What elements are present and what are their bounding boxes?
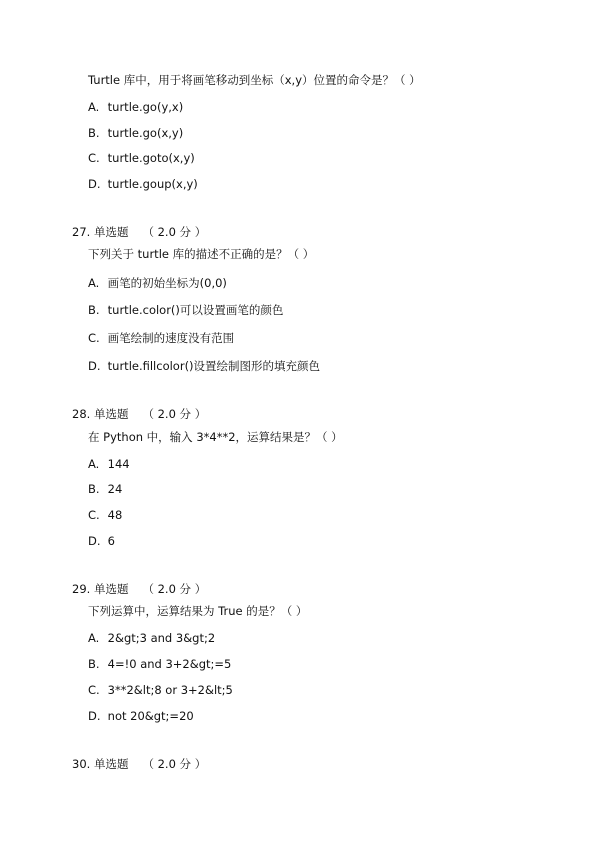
question-score: （ 2.0 分 ） — [142, 407, 207, 421]
option-letter: D. — [88, 359, 101, 373]
option-letter: C. — [88, 151, 100, 165]
option-text: 2&gt;3 and 3&gt;2 — [107, 631, 216, 645]
question-number: 30. — [72, 757, 91, 771]
option-letter: C. — [88, 331, 100, 345]
question-29-option-d[interactable] — [88, 709, 194, 723]
question-score: （ 2.0 分 ） — [142, 225, 207, 239]
question-30-header — [72, 756, 206, 772]
option-text: 3**2&lt;8 or 3+2&lt;5 — [107, 683, 233, 697]
option-letter: C. — [88, 508, 100, 522]
question-28-option-c[interactable] — [88, 508, 122, 522]
option-text: 144 — [107, 457, 130, 471]
option-text: turtle.go(x,y) — [107, 126, 184, 140]
question-27-prompt: 下列关于 turtle 库的描述不正确的是？（ ） — [88, 247, 315, 261]
option-letter: A. — [88, 631, 100, 645]
option-text: 48 — [107, 508, 123, 522]
question-type: 单选题 — [93, 407, 129, 421]
option-letter: D. — [88, 177, 101, 191]
question-26-option-c[interactable] — [88, 151, 195, 165]
question-26-option-d[interactable] — [88, 177, 198, 191]
option-letter: A. — [88, 457, 100, 471]
option-text: turtle.goup(x,y) — [107, 177, 198, 191]
question-27-option-c[interactable] — [88, 330, 234, 346]
option-letter: B. — [88, 303, 100, 317]
option-letter: D. — [88, 534, 101, 548]
question-number: 27. — [72, 225, 91, 239]
question-28-option-d[interactable] — [88, 534, 115, 548]
option-text: 画笔绘制的速度没有范围 — [107, 331, 235, 345]
option-text: turtle.fillcolor()设置绘制图形的填充颜色 — [107, 359, 321, 373]
question-29-option-a[interactable] — [88, 631, 215, 645]
option-letter: B. — [88, 657, 100, 671]
question-28-option-a[interactable] — [88, 457, 130, 471]
question-score: （ 2.0 分 ） — [142, 582, 207, 596]
option-letter: A. — [88, 100, 100, 114]
option-text: turtle.color()可以设置画笔的颜色 — [107, 303, 284, 317]
question-27-option-a[interactable] — [88, 275, 227, 291]
question-26-prompt: Turtle 库中，用于将画笔移动到坐标（x,y）位置的命令是？（ ） — [88, 73, 421, 87]
question-score: （ 2.0 分 ） — [142, 757, 207, 771]
option-letter: C. — [88, 683, 100, 697]
question-28-header — [72, 406, 206, 422]
question-27-option-b[interactable] — [88, 302, 283, 318]
question-28-option-b[interactable] — [88, 482, 122, 496]
question-29-option-b[interactable] — [88, 657, 231, 671]
question-29-prompt: 下列运算中，运算结果为 True 的是？（ ） — [88, 604, 308, 618]
question-27-option-d[interactable] — [88, 358, 320, 374]
option-text: 24 — [107, 482, 123, 496]
option-text: 6 — [107, 534, 115, 548]
option-text: 4=!0 and 3+2&gt;=5 — [107, 657, 232, 671]
question-29-header — [72, 581, 206, 597]
question-26-option-b[interactable] — [88, 126, 183, 140]
question-type: 单选题 — [93, 225, 129, 239]
option-letter: B. — [88, 126, 100, 140]
option-letter: B. — [88, 482, 100, 496]
question-27-header — [72, 224, 206, 240]
option-text: not 20&gt;=20 — [107, 709, 194, 723]
option-letter: D. — [88, 709, 101, 723]
question-type: 单选题 — [93, 582, 129, 596]
question-26-option-a[interactable] — [88, 100, 183, 114]
option-text: turtle.go(y,x) — [107, 100, 184, 114]
option-letter: A. — [88, 276, 100, 290]
question-29-option-c[interactable] — [88, 683, 233, 697]
question-number: 29. — [72, 582, 91, 596]
question-type: 单选题 — [93, 757, 129, 771]
question-28-prompt: 在 Python 中，输入 3*4**2，运算结果是？（ ） — [88, 430, 343, 444]
question-number: 28. — [72, 407, 91, 421]
option-text: turtle.goto(x,y) — [107, 151, 195, 165]
option-text: 画笔的初始坐标为(0,0) — [107, 276, 227, 290]
